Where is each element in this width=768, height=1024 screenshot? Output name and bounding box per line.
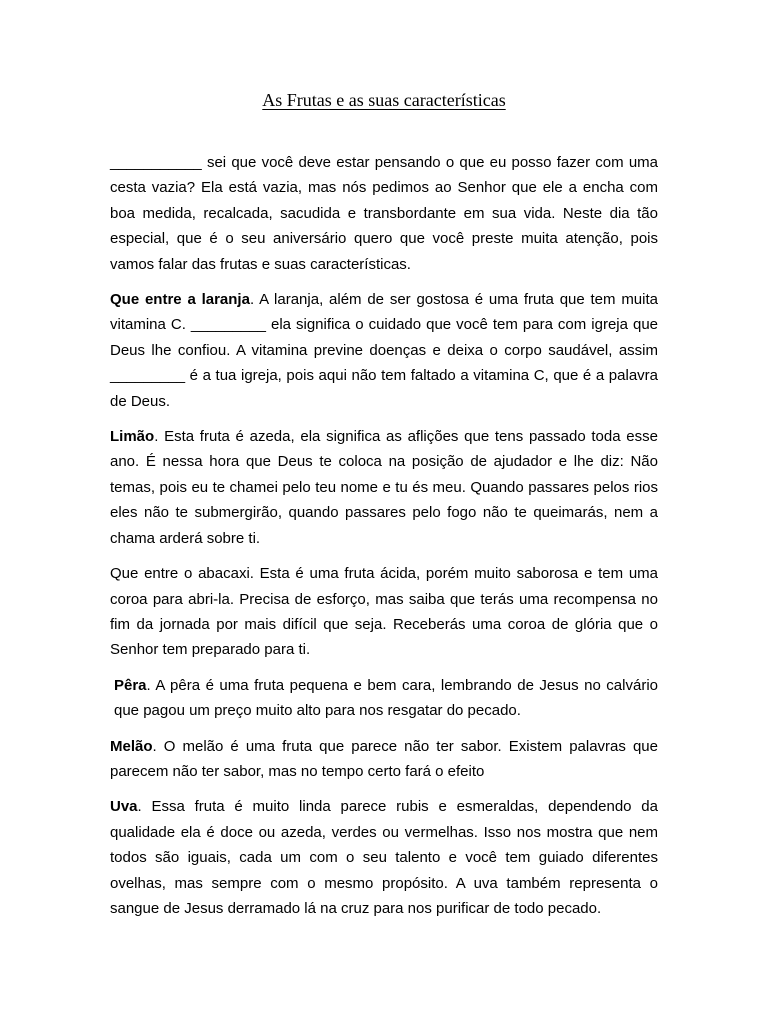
document-body: [110, 150, 658, 931]
paragraph-text: . A laranja, além de ser gostosa é uma fruta que tem muita vitamina C. _________ ela significa o cuidado que você tem para com igreja que Deus lhe confiou. A vitamina previne doenças e deixa o corpo saudável, assim _________ é a tua igreja, pois aqui não tem faltado a vitamina C, que é a palavra de Deus.: [110, 291, 658, 410]
paragraph-heading: Limão: [110, 428, 155, 446]
paragraph-text: ___________ sei que você deve estar pensando o que eu posso fazer com uma cesta vazia? Ela está vazia, mas nós pedimos ao Senhor que ele a encha com boa medida, recalcada, sacudida e transbordante em sua vida. Neste dia tão especial, que é o seu aniversário quero que você preste muita atenção, pois vamos falar das frutas e suas características.: [110, 154, 658, 273]
paragraph-laranja: [110, 287, 658, 414]
paragraph-text: . Esta fruta é azeda, ela significa as aflições que tens passado toda esse ano. É nessa hora que Deus te coloca na posição de ajudador e lhe diz: Não temas, pois eu te chamei pelo teu nome e tu és meu. Quando passares pelos rios eles não te submergirão, quando passares pelo fogo não te queimarás, nem a chama arderá sobre ti.: [110, 428, 658, 547]
paragraph-heading: Que entre a laranja: [110, 291, 250, 309]
paragraph-heading: Pêra: [114, 676, 147, 694]
paragraph-intro: [110, 150, 658, 277]
paragraph-text: . Essa fruta é muito linda parece rubis e esmeraldas, dependendo da qualidade ela é doce ou azeda, verdes ou vermelhas. Isso nos mostra que nem todos são iguais, cada um com o seu talento e você tem guiado diferentes ovelhas, mas sempre com o mesmo propósito. A uva também representa o sangue de Jesus derramado lá na cruz para nos purificar de todo pecado.: [110, 798, 658, 917]
paragraph-uva: [110, 794, 658, 921]
paragraph-melao: [110, 734, 658, 785]
paragraph-heading: Uva: [110, 798, 138, 816]
document-title: As Frutas e as suas características: [262, 90, 506, 110]
paragraph-pera: [110, 673, 658, 724]
paragraph-text: Que entre o abacaxi. Esta é uma fruta ácida, porém muito saborosa e tem uma coroa para abri-la. Precisa de esforço, mas saiba que terás uma recompensa no fim da jornada por mais difícil que seja. Receberás uma coroa de glória que o Senhor tem preparado para ti.: [110, 565, 658, 659]
paragraph-limao: [110, 424, 658, 551]
paragraph-text: . O melão é uma fruta que parece não ter sabor. Existem palavras que parecem não ter sabor, mas no tempo certo fará o efeito: [110, 737, 658, 780]
paragraph-heading: Melão: [110, 737, 153, 755]
paragraph-text: . A pêra é uma fruta pequena e bem cara, lembrando de Jesus no calvário que pagou um preço muito alto para nos resgatar do pecado.: [114, 676, 658, 720]
paragraph-abacaxi: [110, 561, 658, 663]
